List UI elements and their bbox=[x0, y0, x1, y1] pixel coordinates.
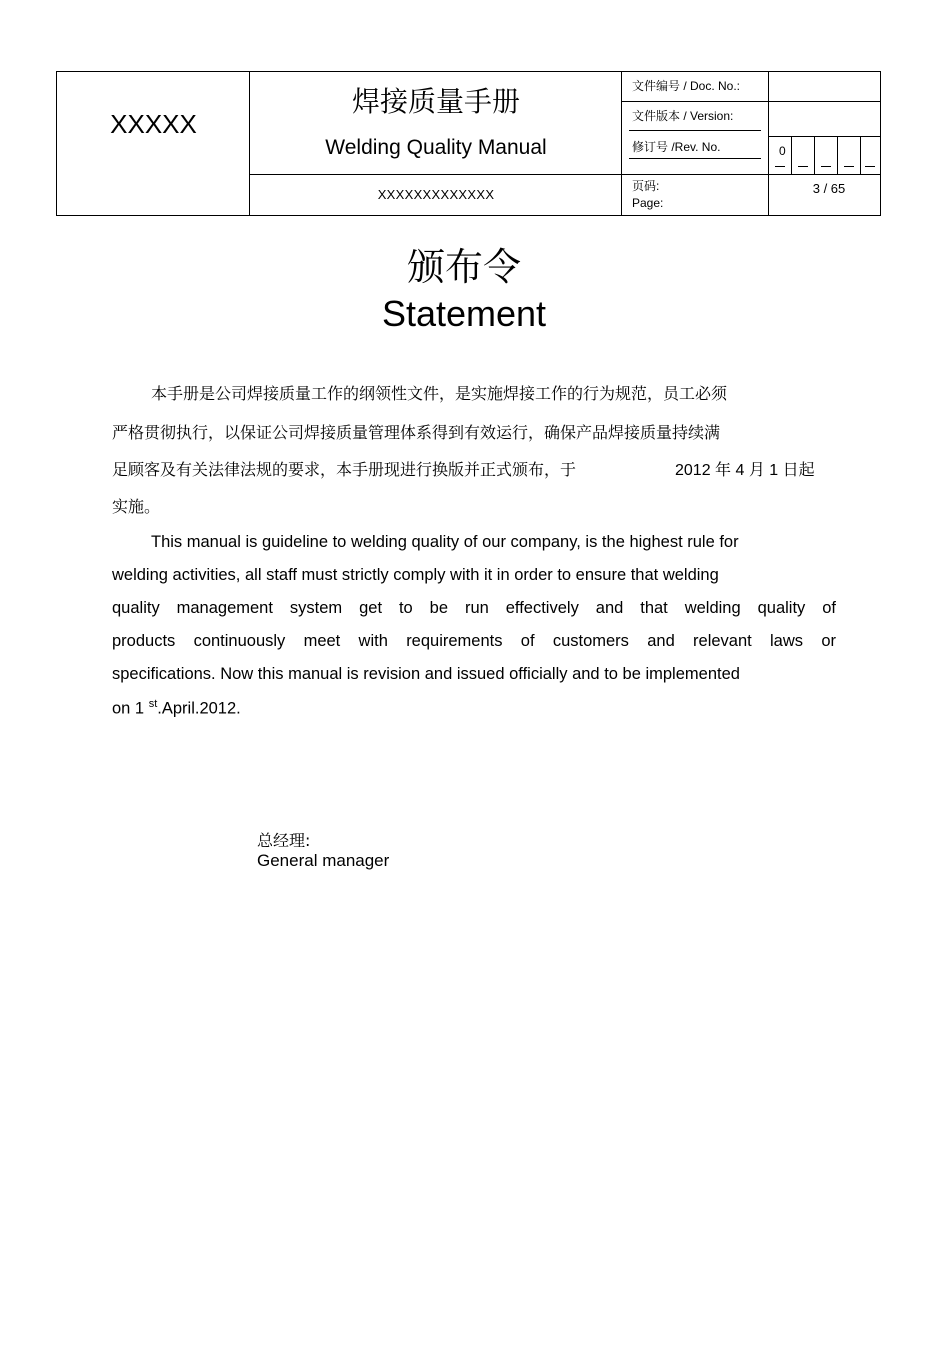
body-en-line: products continuously meet with requirements of customers and relevant laws or bbox=[112, 632, 836, 650]
date-prefix: on 1 bbox=[112, 699, 145, 718]
rev-blank-mark bbox=[865, 166, 875, 167]
rev-cell-divider bbox=[791, 136, 792, 174]
rev-cell-divider bbox=[860, 136, 861, 174]
rev-no-label: 修订号 /Rev. No. bbox=[632, 140, 721, 154]
body-cn-line: 足顾客及有关法律法规的要求，本手册现进行换版并正式颁布，于 bbox=[112, 460, 577, 479]
signature-label-cn: 总经理: bbox=[257, 831, 311, 850]
document-header-table bbox=[56, 71, 881, 216]
version-underline bbox=[629, 130, 761, 131]
version-label: 文件版本 / Version: bbox=[632, 109, 734, 123]
effective-date-cn: 2012 年 4 月 1 日起 bbox=[675, 462, 815, 479]
page-label-cn: 页码: bbox=[632, 179, 660, 193]
body-cn-line: 严格贯彻执行，以保证公司焊接质量管理体系得到有效运行，确保产品焊接质量持续满 bbox=[112, 423, 721, 442]
date-suffix: .April.2012. bbox=[157, 699, 241, 718]
body-en-line: specifications. Now this manual is revision and issued officially and to be implemented bbox=[112, 665, 740, 683]
rev-blank-mark bbox=[821, 166, 831, 167]
company-name: XXXXX bbox=[110, 108, 197, 139]
signature-label-en: General manager bbox=[257, 851, 390, 870]
rev-cell-divider bbox=[837, 136, 838, 174]
body-cn-line: 本手册是公司焊接质量工作的纲领性文件，是实施焊接工作的行为规范，员工必须 bbox=[151, 384, 728, 403]
body-en-line-date bbox=[112, 698, 241, 719]
header-divider bbox=[249, 174, 880, 175]
manual-title-en: Welding Quality Manual bbox=[325, 136, 547, 159]
date-ordinal: st bbox=[148, 698, 158, 710]
statement-heading-cn: 颁布令 bbox=[406, 245, 521, 289]
rev-cell-divider bbox=[814, 136, 815, 174]
body-en-line: This manual is guideline to welding quality of our company, is the highest rule for bbox=[151, 533, 739, 551]
rev-value: 0 bbox=[779, 144, 786, 158]
header-divider bbox=[768, 136, 880, 137]
body-en-line: quality management system get to be run effectively and that welding quality of bbox=[112, 599, 836, 617]
rev-blank-mark bbox=[844, 166, 854, 167]
rev-underline bbox=[629, 158, 761, 159]
rev-blank-mark bbox=[798, 166, 808, 167]
rev-blank-mark bbox=[775, 166, 785, 167]
document-code: XXXXXXXXXXXXX bbox=[377, 187, 495, 202]
body-cn-line: 实施。 bbox=[112, 497, 161, 516]
manual-title-cn: 焊接质量手册 bbox=[351, 85, 520, 118]
doc-no-label: 文件编号 / Doc. No.: bbox=[632, 79, 741, 93]
page-label-en: Page: bbox=[632, 196, 664, 210]
body-en-line: welding activities, all staff must strictly comply with it in order to ensure that welding bbox=[112, 566, 719, 584]
header-divider bbox=[621, 101, 880, 102]
page-number: 3 / 65 bbox=[812, 181, 846, 196]
statement-heading-en: Statement bbox=[381, 293, 547, 334]
